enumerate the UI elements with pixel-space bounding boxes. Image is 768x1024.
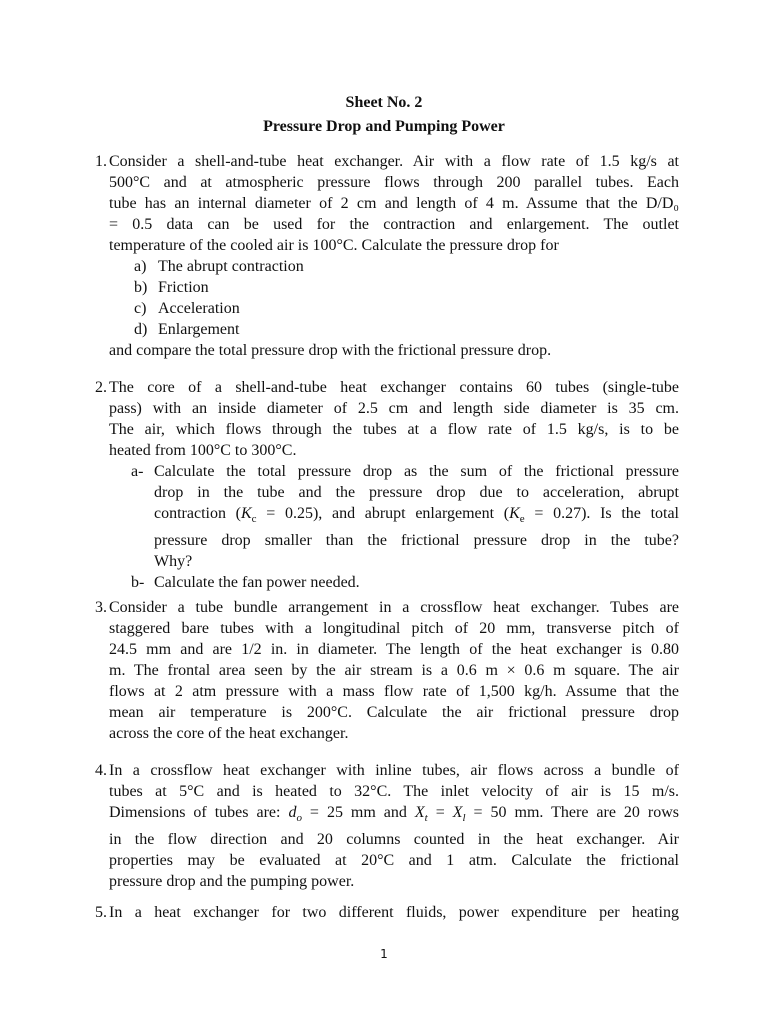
question-text-line: Consider a shell-and-tube heat exchanger. Air with a flow rate of 1.5 kg/s at bbox=[109, 153, 679, 170]
question-text-line: tubes at 5°C and is heated to 32°C. The inlet velocity of air is 15 m/s. bbox=[109, 783, 679, 800]
item-label: a- bbox=[131, 463, 144, 480]
question-text-line: 500°C and at atmospheric pressure flows through 200 parallel tubes. Each bbox=[109, 174, 679, 191]
question-1 bbox=[95, 151, 679, 361]
question-number: 3. bbox=[95, 599, 107, 616]
question-text-line: m. The frontal area seen by the air stream is a 0.6 m × 0.6 m square. The air bbox=[109, 662, 679, 679]
question-text-line: = 0.5 data can be used for the contraction and enlargement. The outlet bbox=[109, 216, 679, 233]
question-text-line: In a heat exchanger for two different fluids, power expenditure per heating bbox=[109, 904, 679, 921]
page-number: 1 bbox=[380, 947, 388, 961]
question-number: 1. bbox=[95, 153, 107, 170]
list-item bbox=[134, 319, 679, 340]
question-5 bbox=[95, 902, 679, 923]
question-number: 2. bbox=[95, 379, 107, 396]
question-text-line: heated from 100°C to 300°C. bbox=[109, 442, 297, 459]
question-text-line: across the core of the heat exchanger. bbox=[109, 725, 349, 742]
text-run: Dimensions of tubes are: bbox=[109, 804, 289, 821]
question-text-line: flows at 2 atm pressure with a mass flow rate of 1,500 kg/h. Assume that the bbox=[109, 683, 679, 700]
sub-item-list bbox=[134, 256, 679, 340]
item-label: b) bbox=[134, 279, 148, 296]
item-text-line: Why? bbox=[154, 553, 193, 571]
item-label: d) bbox=[134, 321, 148, 338]
question-text-line: The air, which flows through the tubes at a flow rate of 1.5 kg/s, is to be bbox=[109, 421, 679, 438]
text-run: contraction ( bbox=[154, 505, 241, 522]
item-text: Friction bbox=[158, 279, 209, 296]
question-text-line: in the flow direction and 20 columns counted in the heat exchanger. Air bbox=[109, 831, 679, 849]
text-run: = 0.25), and abrupt enlargement ( bbox=[256, 505, 510, 522]
ke-symbol bbox=[509, 505, 520, 522]
question-text-line: pass) with an inside diameter of 2.5 cm and length side diameter is 35 cm. bbox=[109, 400, 679, 417]
question-text-line bbox=[109, 802, 679, 829]
ke-subscript: e bbox=[519, 513, 525, 526]
text-run: X bbox=[452, 804, 463, 821]
text-run: K bbox=[509, 505, 520, 522]
text-run: K bbox=[240, 505, 252, 522]
item-text-line bbox=[154, 503, 679, 530]
text-run: = 25 mm and bbox=[301, 804, 415, 821]
sub-item-b bbox=[109, 572, 679, 593]
sheet-number: Sheet No. 2 bbox=[345, 94, 423, 111]
question-text-line: Consider a tube bundle arrangement in a crossflow heat exchanger. Tubes are bbox=[109, 599, 679, 616]
list-item bbox=[134, 277, 679, 298]
xl-subscript: l bbox=[462, 812, 466, 825]
question-text-line: tube has an internal diameter of 2 cm and length of 4 m. Assume that the D/D₀ bbox=[109, 195, 679, 212]
do-symbol bbox=[288, 804, 302, 825]
question-text-line: 24.5 mm and are 1/2 in. in diameter. The length of the heat exchanger is 0.80 bbox=[109, 641, 679, 658]
question-text-line: pressure drop and the pumping power. bbox=[109, 873, 355, 891]
question-text-line: staggered bare tubes with a longitudinal pitch of 20 mm, transverse pitch of bbox=[109, 620, 679, 637]
list-item bbox=[134, 256, 679, 277]
question-3 bbox=[95, 597, 679, 744]
sub-item-a bbox=[109, 461, 679, 572]
question-text-line: and compare the total pressure drop with the frictional pressure drop. bbox=[109, 342, 552, 359]
question-number: 4. bbox=[95, 762, 107, 779]
item-text-line: Calculate the total pressure drop as the sum of the frictional pressure bbox=[154, 463, 679, 480]
text-run: = 0.27). Is the total bbox=[524, 505, 679, 522]
item-label: c) bbox=[134, 300, 147, 317]
text-run: = bbox=[427, 804, 453, 821]
text-run: X bbox=[414, 804, 425, 821]
kc-symbol bbox=[241, 505, 252, 522]
text-run: d bbox=[288, 804, 297, 821]
question-text-line: In a crossflow heat exchanger with inline tubes, air flows across a bundle of bbox=[109, 762, 679, 779]
list-item bbox=[134, 298, 679, 319]
item-text-line: drop in the tube and the pressure drop due to acceleration, abrupt bbox=[154, 484, 679, 501]
question-number: 5. bbox=[95, 904, 107, 921]
sheet-title: Pressure Drop and Pumping Power bbox=[263, 118, 505, 135]
xt-subscript: t bbox=[424, 812, 428, 825]
item-text-line: pressure drop smaller than the frictional pressure drop in the tube? bbox=[154, 532, 679, 550]
item-text: The abrupt contraction bbox=[158, 258, 304, 275]
xl-symbol bbox=[452, 804, 466, 825]
question-text-line: temperature of the cooled air is 100°C. Calculate the pressure drop for bbox=[109, 237, 559, 254]
question-text-line: properties may be evaluated at 20°C and 1 atm. Calculate the frictional bbox=[109, 852, 679, 870]
do-subscript: o bbox=[296, 812, 302, 825]
text-run: = 50 mm. There are 20 rows bbox=[465, 804, 679, 821]
question-4 bbox=[95, 760, 679, 892]
item-text: Enlargement bbox=[158, 321, 240, 338]
item-label: b- bbox=[131, 574, 145, 592]
question-2 bbox=[95, 377, 679, 593]
question-text-line: The core of a shell-and-tube heat exchanger contains 60 tubes (single-tube bbox=[109, 379, 679, 396]
item-label: a) bbox=[134, 258, 147, 275]
question-text-line: mean air temperature is 200°C. Calculate the air frictional pressure drop bbox=[109, 704, 679, 721]
xt-symbol bbox=[414, 804, 428, 825]
item-text: Acceleration bbox=[158, 300, 240, 317]
kc-subscript: c bbox=[251, 513, 257, 526]
item-text-line: Calculate the fan power needed. bbox=[154, 574, 360, 592]
